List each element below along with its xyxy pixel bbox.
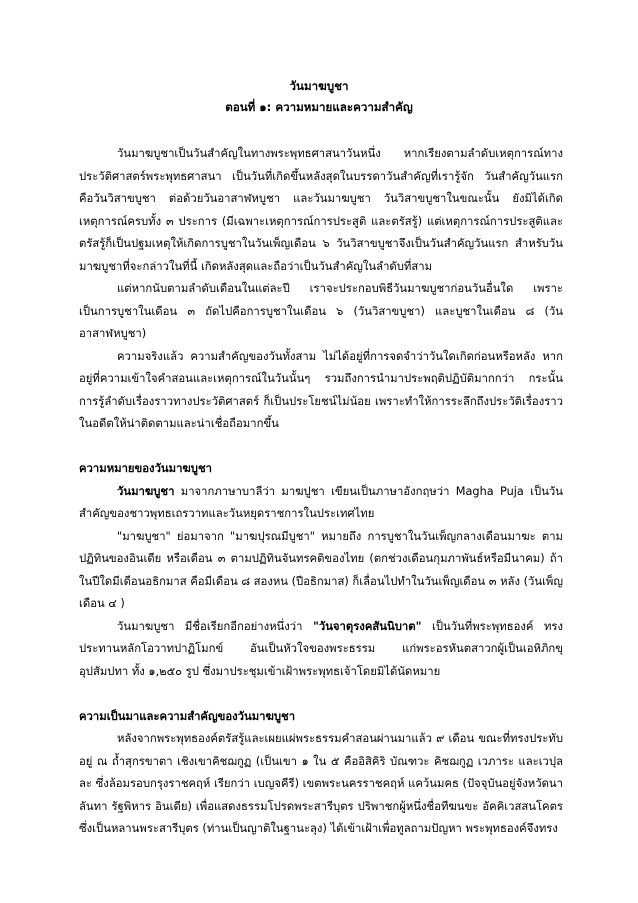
section-heading-origin: ความเป็นมาและความสำคัญของวันมาฆบูชา <box>79 709 296 723</box>
meaning-paragraph-3-text: เป็นวันที่พระพุทธองค์ ทรงประทานหลักโอวาทปาฏิโมกข์ อันเป็นหัวใจของพระธรรม แก่พระอรหันตสาวกผู้เป็นเอหิภิกขุอุปสัมปทา ทั้ง ๑,๒๕๐ รูป ซึ่งมาประชุมเข้าเฝ้าพระพุทธเจ้าโดยมิได้นัดหมาย <box>79 619 563 678</box>
meaning-paragraph-3 <box>79 616 563 684</box>
document-body <box>79 143 563 841</box>
meaning-term: วันมาฆบูชา <box>117 484 175 498</box>
meaning-paragraph-1-text: มาจากภาษาบาลีว่า มาฆปูชา เขียนเป็นภาษาอังกฤษว่า Magha Puja เป็นวันสำคัญของชาวพุทธเถรวาทและวันหยุดราชการในประเทศไทย <box>79 484 563 520</box>
intro-paragraph-1: วันมาฆบูชาเป็นวันสำคัญในทางพระพุทธศาสนาวันหนึ่ง หากเรียงตามลำดับเหตุการณ์ทางประวัติศาสตร์พระพุทธศาสนา เป็นวันที่เกิดขึ้นหลังสุดในบรรดาวันสำคัญที่เรารู้จัก วันสำคัญวันแรกคือวันวิสาขบูชา ต่อด้วยวันอาสาฬหบูชา และวันมาฆบูชา วันวิสาขบูชาในขณะนั้น ยังมิได้เกิดเหตุการณ์ครบทั้ง ๓ ประการ (มีเฉพาะเหตุการณ์การประสูติ และตรัสรู้) แต่เหตุการณ์การประสูติและตรัสรู้ก็เป็นปฐมเหตุให้เกิดการบูชาในวันเพ็ญเดือน ๖ วันวิสาขบูชาจึงเป็นวันสำคัญวันแรก สำหรับวันมาฆบูชาที่จะกล่าวในที่นี้ เกิดหลังสุดและถือว่าเป็นวันสำคัญในลำดับที่สาม <box>79 147 563 273</box>
section-heading-meaning: ความหมายของวันมาฆบูชา <box>79 462 212 475</box>
meaning-alt-name: "วันจาตุรงคสันนิบาต" <box>312 619 422 633</box>
intro-paragraph-3: ความจริงแล้ว ความสำคัญของวันทั้งสาม ไม่ได้อยู่ที่การจดจำว่าวันใดเกิดก่อนหรือหลัง หากอยู่ที่ความเข้าใจคำสอนและเหตุการณ์ในวันนั้นๆ รวมถึงการนำมาประพฤติปฏิบัติมากกว่า กระนั้น การรู้ลำดับเรื่องราวทางประวัติศาสตร์ ก็เป็นประโยชน์ไม่น้อย เพราะทำให้การระลึกถึงประวัติเรื่องราวในอดีตให้น่าติดตามและน่าเชื่อถือมากขึ้น <box>79 349 563 430</box>
document-subtitle: ตอนที่ ๑: ความหมายและความสำคัญ <box>225 100 413 114</box>
intro-paragraph-2: แต่หากนับตามลำดับเดือนในแต่ละปี เราจะประกอบพิธีวันมาฆบูชาก่อนวันอื่นใด เพราะเป็นการบูชาในเดือน ๓ ถัดไปคือการบูชาในเดือน ๖ (วันวิสาขบูชา) และบูชาในเดือน ๘ (วันอาสาฬหบูชา) <box>79 282 563 340</box>
meaning-paragraph-3-start: วันมาฆบูชา มีชื่อเรียกอีกอย่างหนึ่งว่า <box>117 619 313 633</box>
origin-paragraph-1: หลังจากพระพุทธองค์ตรัสรู้และเผยแผ่พระธรรมคำสอนผ่านมาแล้ว ๙ เดือน ขณะที่ทรงประทับอยู่ ณ ถ้ำสุกรขาตา เชิงเขาคิชฌกูฏ (เป็นเขา ๑ ใน ๕ คืออิสิคิริ บัณฑวะ คิชฌกูฏ เวภาระ และเวปุลละ ซึ่งล้อมรอบกรุงราชคฤห์ เรียกว่า เบญจคีรี) เขตพระนครราชคฤห์ แคว้นมคธ (ปัจจุบันอยู่จังหวัดนาลันทา รัฐพิหาร อินเดีย) เพื่อแสดงธรรมโปรดพระสารีบุตร ปริพาชกผู้หนึ่งชื่อทีฆนขะ อัคคิเวสสนโคตร ซึ่งเป็นหลานพระสารีบุตร (ท่านเป็นญาติในฐานะลุง) ได้เข้าเฝ้าเพื่อทูลถามปัญหา พระพุทธองค์จึงทรง <box>79 732 563 835</box>
meaning-paragraph-1 <box>79 481 563 526</box>
document-title: วันมาฆบูชา <box>289 79 349 93</box>
section-spacer <box>79 683 563 706</box>
section-spacer <box>79 436 563 459</box>
meaning-paragraph-2: "มาฆบูชา" ย่อมาจาก "มาฆปุรณมีบูชา" หมายถึง การบูชาในวันเพ็ญกลางเดือนมาฆะ ตามปฏิทินของอินเดีย หรือเดือน ๓ ตามปฏิทินจันทรคติของไทย (ตกช่วงเดือนกุมภาพันธ์หรือมีนาคม) ถ้าในปีใดมีเดือนอธิกมาส คือมีเดือน ๘ สองหน (ปีอธิกมาส) ก็เลื่อนไปทำในวันเพ็ญเดือน ๓ หลัง (วันเพ็ญเดือน ๔ ) <box>79 529 563 610</box>
